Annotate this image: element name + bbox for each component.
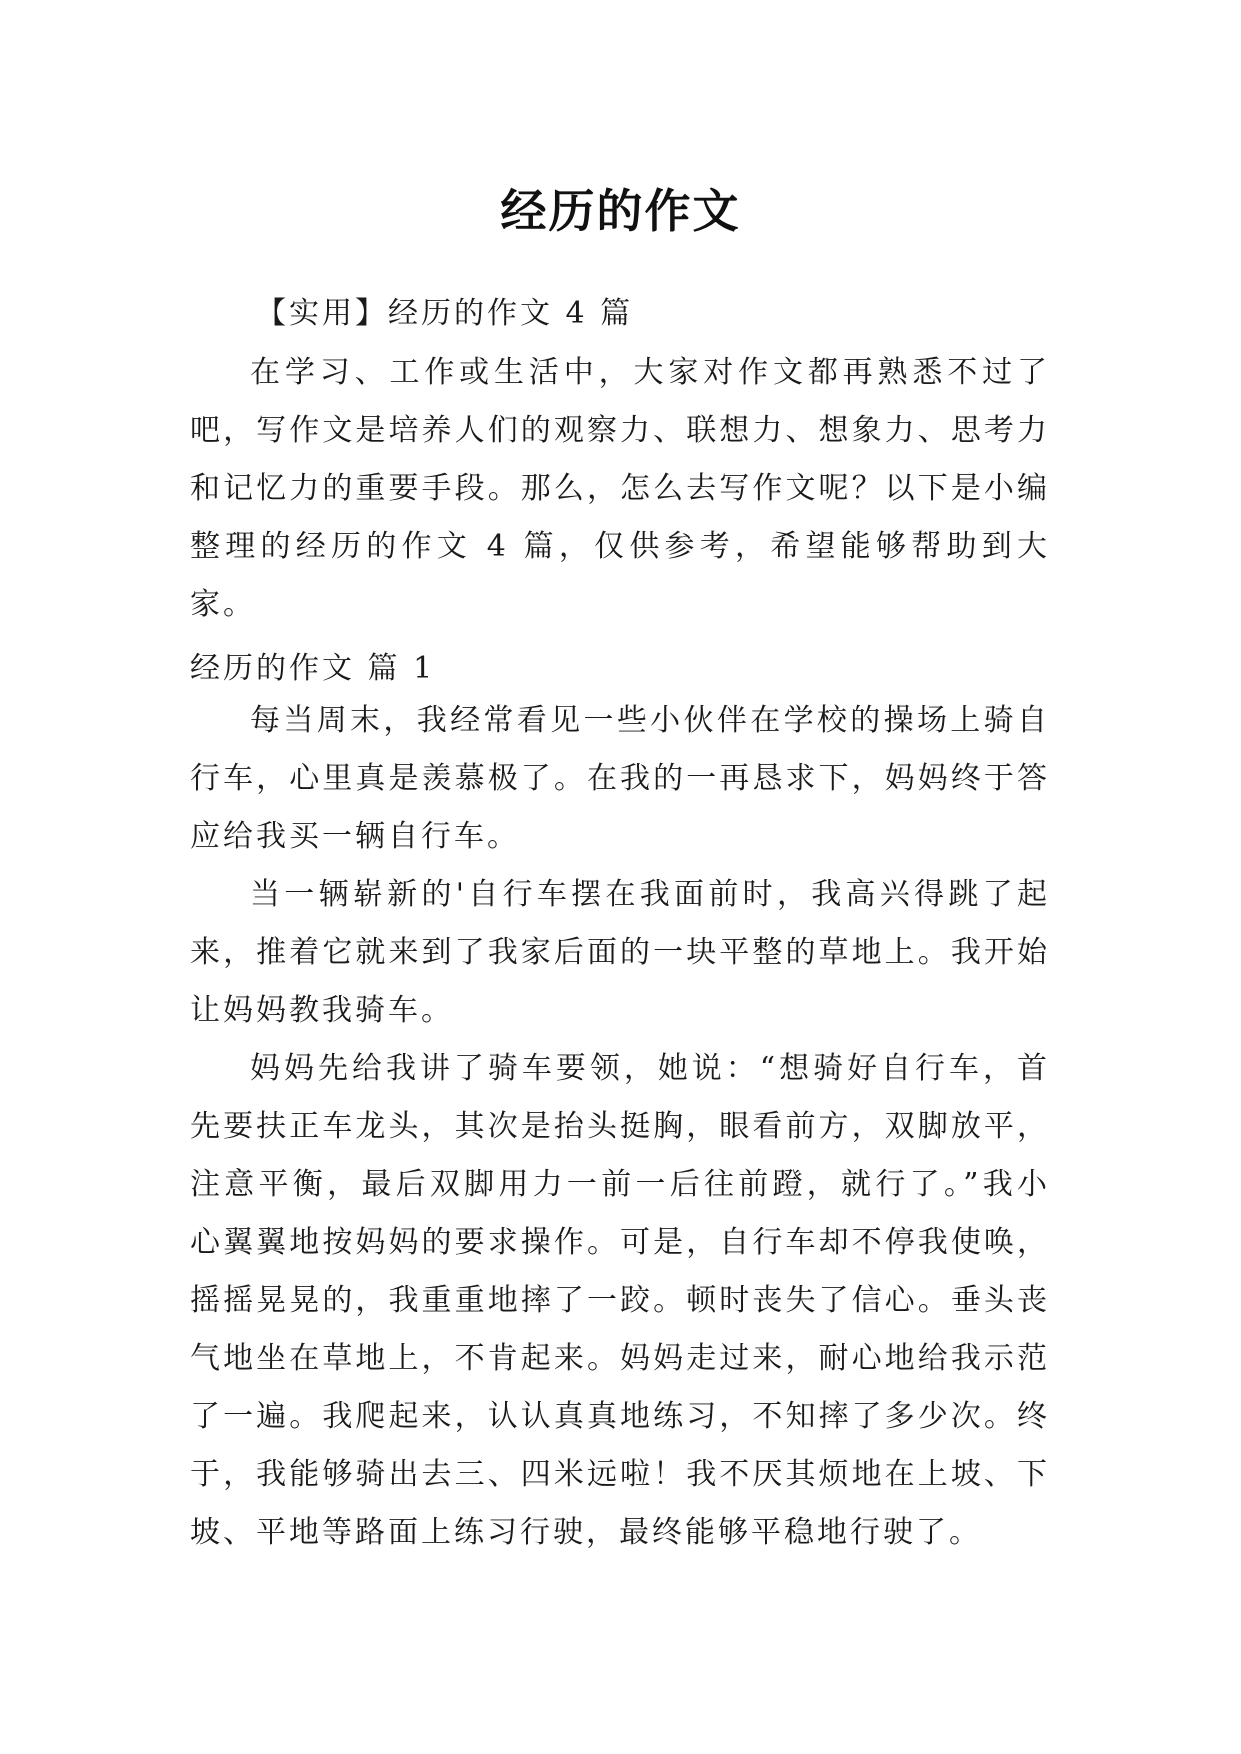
essay-paragraph-3: 妈妈先给我讲了骑车要领，她说：“想骑好自行车，首先要扶正车龙头，其次是抬头挺胸，眼看前方，双脚放平，注意平衡，最后双脚用力一前一后往前蹬，就行了。”我小心翼翼地按妈妈的要求操作。可是，自行车却不停我使唤，摇摇晃晃的，我重重地摔了一跤。顿时丧失了信心。垂头丧气地坐在草地上，不肯起来。妈妈走过来，耐心地给我示范了一遍。我爬起来，认认真真地练习，不知摔了多少次。终于，我能够骑出去三、四米远啦！我不厌其烦地在上坡、下坡、平地等路面上练习行驶，最终能够平稳地行驶了。 <box>190 1051 1050 1550</box>
essay-body <box>190 692 1050 1562</box>
essay-paragraph-2: 当一辆崭新的'自行车摆在我面前时，我高兴得跳了起来，推着它就来到了我家后面的一块平整的草地上。我开始让妈妈教我骑车。 <box>190 877 1050 1028</box>
document-subtitle: 【实用】经历的作文 4 篇 <box>256 296 634 331</box>
intro-section <box>190 344 1050 634</box>
intro-paragraph: 在学习、工作或生活中，大家对作文都再熟悉不过了吧，写作文是培养人们的观察力、联想力、想象力、思考力和记忆力的重要手段。那么，怎么去写作文呢？以下是小编整理的经历的作文 4 篇，仅供参考，希望能够帮助到大家。 <box>190 355 1050 622</box>
document-title: 经历的作文 <box>500 183 741 238</box>
section-heading: 经历的作文 篇 1 <box>190 651 436 686</box>
essay-paragraph-1: 每当周末，我经常看见一些小伙伴在学校的操场上骑自行车，心里真是羡慕极了。在我的一再恳求下，妈妈终于答应给我买一辆自行车。 <box>190 703 1050 854</box>
